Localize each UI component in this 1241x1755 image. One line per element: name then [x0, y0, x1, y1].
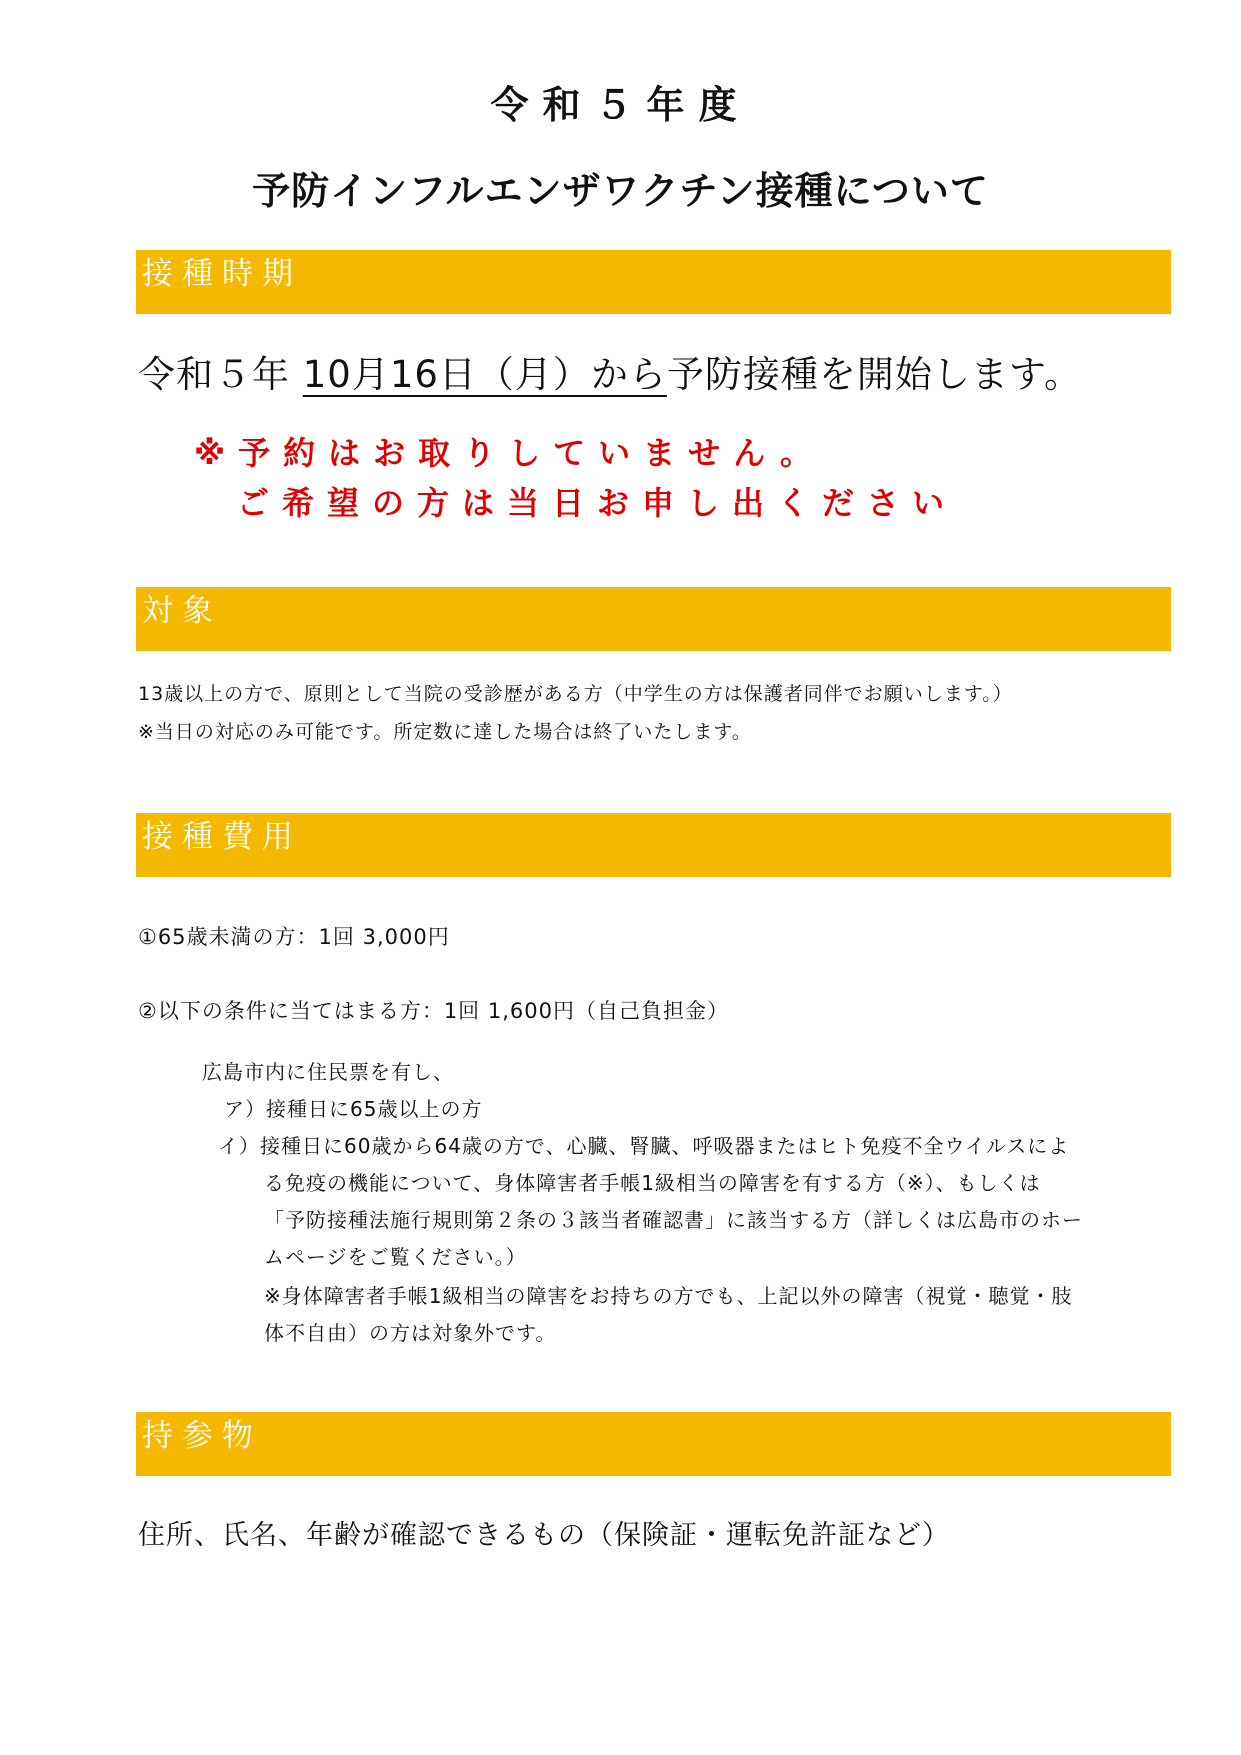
- section-header-bring: 持参物: [136, 1412, 1171, 1476]
- condition-note-line-1: ※身体障害者手帳1級相当の障害をお持ちの方でも、上記以外の障害（視覚・聴覚・肢: [264, 1284, 1073, 1308]
- target-line-2: ※当日の対応のみ可能です。所定数に達した場合は終了いたします。: [138, 721, 752, 743]
- condition-intro: 広島市内に住民票を有し、: [202, 1060, 454, 1084]
- condition-i-line-2: る免疫の機能について、身体障害者手帳1級相当の障害を有する方（※）、もしくは: [264, 1171, 1041, 1195]
- start-date: 10月16日（月）: [302, 353, 591, 396]
- start-suffix: 予防接種を開始します。: [666, 353, 1082, 396]
- start-kara: から: [590, 353, 667, 396]
- condition-i-line-1: イ）接種日に60歳から64歳の方で、心臓、腎臓、呼吸器またはヒト免疫不全ウイルスによ: [218, 1134, 1070, 1158]
- same-day-notice: ご希望の方は当日お申し出ください: [237, 484, 958, 522]
- cost-item-1: ①65歳未満の方：1回 3,000円: [138, 925, 450, 949]
- page-title: 予防インフルエンザワクチン接種について: [252, 169, 989, 213]
- section-header-cost: 接種費用: [136, 813, 1171, 877]
- cost-item-2: ②以下の条件に当てはまる方：1回 1,600円（自己負担金）: [138, 999, 729, 1023]
- bring-items: 住所、氏名、年齢が確認できるもの（保険証・運転免許証など）: [138, 1520, 950, 1551]
- condition-i-line-4: ムページをご覧ください。）: [264, 1245, 527, 1269]
- no-reservation-notice: ※予約はお取りしていません。: [194, 434, 826, 472]
- target-line-1: 13歳以上の方で、原則として当院の受診歴がある方（中学生の方は保護者同伴でお願いします。）: [138, 683, 1013, 705]
- section-header-target: 対象: [136, 587, 1171, 651]
- condition-i-line-3: 「予防接種法施行規則第２条の３該当者確認書」に該当する方（詳しくは広島市のホー: [264, 1208, 1083, 1232]
- condition-note-line-2: 体不自由）の方は対象外です。: [264, 1321, 557, 1345]
- fiscal-year-heading: 令和５年度: [490, 83, 751, 127]
- condition-a: ア）接種日に65歳以上の方: [224, 1097, 483, 1121]
- start-prefix: 令和５年: [138, 353, 290, 396]
- start-date-line: [138, 344, 1082, 398]
- section-header-period: 接種時期: [136, 250, 1171, 314]
